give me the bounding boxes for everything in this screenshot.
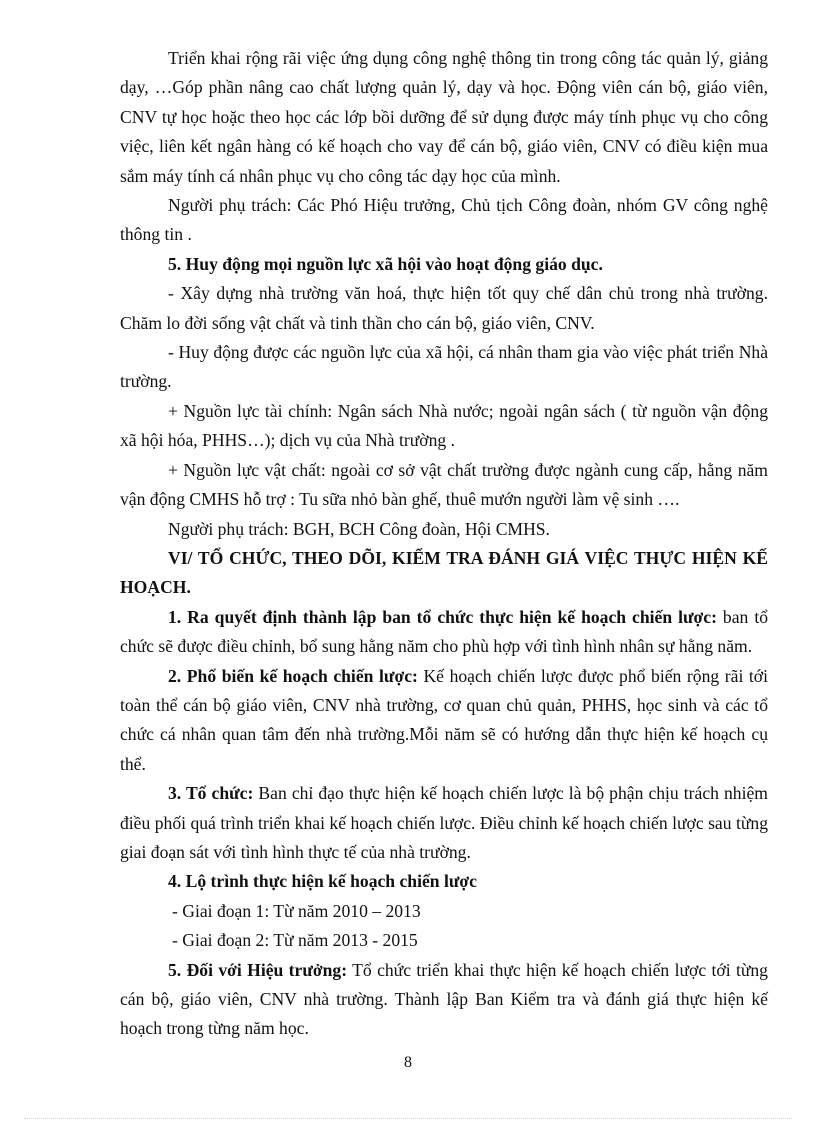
- item-2-title: 2. Phổ biến kế hoạch chiến lược:: [168, 665, 418, 686]
- page-number: 8: [404, 1054, 412, 1071]
- page-bottom-divider: [24, 1118, 792, 1119]
- item-1-text: ban tổ chức sẽ được điều chỉnh, bổ sung hằng năm cho phù hợp với tình hình nhân sự hằng năm.: [120, 606, 769, 657]
- heading-section-vi: VI/ TỔ CHỨC, THEO DÕI, KIỂM TRA ĐÁNH GIÁ VIỆC THỰC HIỆN KẾ HOẠCH.: [120, 547, 768, 598]
- item-5-title: 5. Đối với Hiệu trưởng:: [168, 959, 348, 980]
- roadmap-phase-1: - Giai đoạn 1: Từ năm 2010 – 2013: [172, 900, 421, 921]
- item-3-title: 3. Tổ chức:: [168, 783, 254, 804]
- paragraph-culture-school: - Xây dựng nhà trường văn hoá, thực hiện tốt quy chế dân chủ trong nhà trường. Chăm lo đời sống vật chất và tinh thần cho cán bộ, giáo viên, CNV.: [120, 283, 768, 333]
- item-4-roadmap-title: 4. Lộ trình thực hiện kế hoạch chiến lược: [168, 871, 477, 892]
- paragraph-material-resources: + Nguồn lực vật chất: ngoài cơ sở vật chất trường được ngành cung cấp, hằng năm vận động CMHS hỗ trợ : Tu sữa nhỏ bàn ghế, thuê mướn người làm vệ sinh ….: [120, 459, 768, 510]
- item-2-text: Kế hoạch chiến lược được phổ biến rộng rãi tới toàn thể cán bộ giáo viên, CNV nhà trường, cơ quan chủ quản, PHHS, học sinh và các tổ chức cá nhân quan tâm đến nhà trường.Mỗi năm sẽ có hướng dẫn thực hiện kế hoạch cụ thể.: [120, 665, 769, 774]
- document-page: [120, 44, 768, 1044]
- item-3-text: Ban chỉ đạo thực hiện kế hoạch chiến lược là bộ phận chịu trách nhiệm điều phối quá trình triển khai kế hoạch chiến lược. Điều chỉnh kế hoạch chiến lược sau từng giai đoạn sát với tình hình thực tế của nhà trường.: [120, 783, 768, 862]
- paragraph-it-responsible: Người phụ trách: Các Phó Hiệu trưởng, Chủ tịch Công đoàn, nhóm GV công nghệ thông tin .: [120, 195, 768, 245]
- item-5-principal: [120, 956, 768, 1044]
- item-2-dissemination: [120, 662, 768, 780]
- item-1-title: 1. Ra quyết định thành lập ban tổ chức thực hiện kế hoạch chiến lược:: [168, 606, 717, 627]
- paragraph-resources-responsible: Người phụ trách: BGH, BCH Công đoàn, Hội CMHS.: [168, 518, 550, 539]
- roadmap-phase-2: - Giai đoạn 2: Từ năm 2013 - 2015: [172, 930, 418, 951]
- paragraph-mobilize-society: - Huy động được các nguồn lực của xã hội, cá nhân tham gia vào việc phát triển Nhà trường.: [120, 342, 768, 392]
- item-1-decision: [120, 603, 768, 662]
- paragraph-financial-resources: + Nguồn lực tài chính: Ngân sách Nhà nước; ngoài ngân sách ( từ nguồn vận động xã hội hóa, PHHS…); dịch vụ của Nhà trường .: [120, 400, 768, 451]
- item-3-organization: [120, 779, 768, 867]
- paragraph-it-deployment: Triển khai rộng rãi việc ứng dụng công nghệ thông tin trong công tác quản lý, giảng dạy, …Góp phần nâng cao chất lượng quản lý, dạy và học. Động viên cán bộ, giáo viên, CNV tự học hoặc theo học các lớp bồi dưỡng để sử dụng được máy tính phục vụ cho công việc, liên kết ngân hàng có kế hoạch cho vay để cán bộ, giáo viên, CNV có điều kiện mua sắm máy tính cá nhân phục vụ cho công tác dạy học của mình.: [120, 48, 768, 186]
- heading-mobilize-resources: 5. Huy động mọi nguồn lực xã hội vào hoạt động giáo dục.: [168, 253, 603, 274]
- item-5-text: Tổ chức triển khai thực hiện kế hoạch chiến lược tới từng cán bộ, giáo viên, CNV nhà trường. Thành lập Ban Kiểm tra và đánh giá thực hiện kế hoạch trong từng năm học.: [120, 959, 768, 1039]
